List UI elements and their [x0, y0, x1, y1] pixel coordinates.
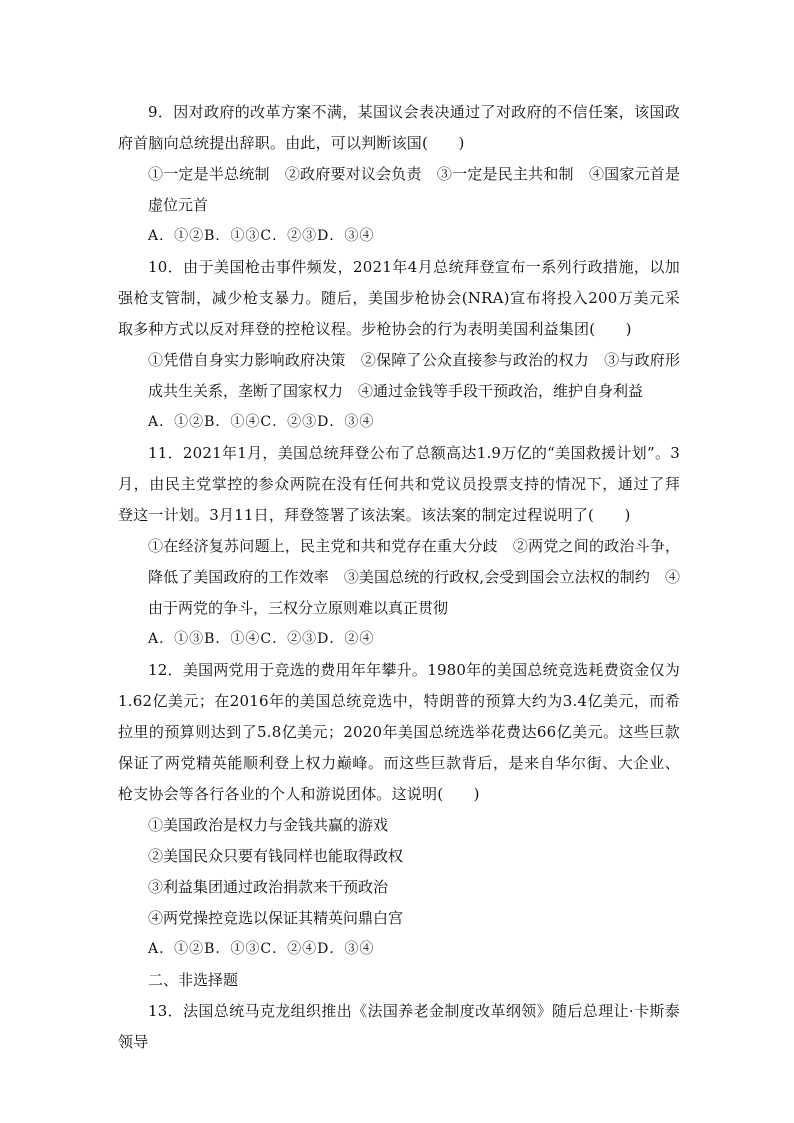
document-page: [118, 97, 680, 1058]
question-10-answers: A．①②B．①④C．②③D．③④: [148, 414, 375, 430]
question-12-option-3: ③利益集团通过政治捐款来干预政治: [148, 878, 389, 896]
section-heading: 二、非选择题: [148, 971, 239, 989]
question-12-stem: 12．美国两党用于竞选的费用年年攀升。1980年的美国总统竞选耗费资金仅为1.62亿美元；在2016年的美国总统竞选中，特朗普的预算大约为3.4亿美元，而希拉里的预算则达到了5.8亿美元；2020年美国总统选举花费达66亿美元。这些巨款保证了两党精英能顺利登上权力巅峰。而这些巨款背后，是来自华尔街、大企业、枪支协会等各行各业的个人和游说团体。这说明( ): [118, 661, 680, 803]
question-13-stem: 13．法国总统马克龙组织推出《法国养老金制度改革纲领》随后总理让·卡斯泰领导: [118, 1002, 680, 1051]
question-12-option-2: ②美国民众只要有钱同样也能取得政权: [148, 847, 404, 865]
question-10-stem: 10．由于美国枪击事件频发，2021年4月总统拜登宣布一系列行政措施，以加强枪支管制，减少枪支暴力。随后，美国步枪协会(NRA)宣布将投入200万美元采取多种方式以反对拜登的控枪议程。步枪协会的行为表明美国利益集团( ): [118, 258, 680, 338]
question-11-options: ①在经济复苏问题上，民主党和共和党存在重大分歧 ②两党之间的政治斗争，降低了美国政府的工作效率 ③美国总统的行政权,会受到国会立法权的制约 ④由于两党的争斗，三权分立原则难以真正贯彻: [148, 537, 680, 617]
question-9-answers: A．①②B．①③C．②③D．③④: [148, 228, 375, 244]
question-11-answers: A．①③B．①④C．②③D．②④: [148, 631, 375, 647]
question-12-option-4: ④两党操控竞选以保证其精英问鼎白宫: [148, 909, 404, 927]
question-10-options: ①凭借自身实力影响政府决策 ②保障了公众直接参与政治的权力 ③与政府形成共生关系，垄断了国家权力 ④通过金钱等手段干预政治，维护自身利益: [148, 351, 680, 400]
question-9-stem: 9．因对政府的改革方案不满，某国议会表决通过了对政府的不信任案，该国政府首脑向总统提出辞职。由此，可以判断该国( ): [118, 103, 680, 152]
question-9-options: ①一定是半总统制 ②政府要对议会负责 ③一定是民主共和制 ④国家元首是虚位元首: [148, 165, 680, 214]
question-11-stem: 11．2021年1月，美国总统拜登公布了总额高达1.9万亿的“美国救援计划”。3月，由民主党掌控的参众两院在没有任何共和党议员投票支持的情况下，通过了拜登这一计划。3月11日，拜登签署了该法案。该法案的制定过程说明了( ): [118, 444, 680, 524]
question-12-option-1: ①美国政治是权力与金钱共赢的游戏: [148, 816, 389, 834]
question-12-answers: A．①②B．①③C．②④D．③④: [148, 941, 375, 957]
